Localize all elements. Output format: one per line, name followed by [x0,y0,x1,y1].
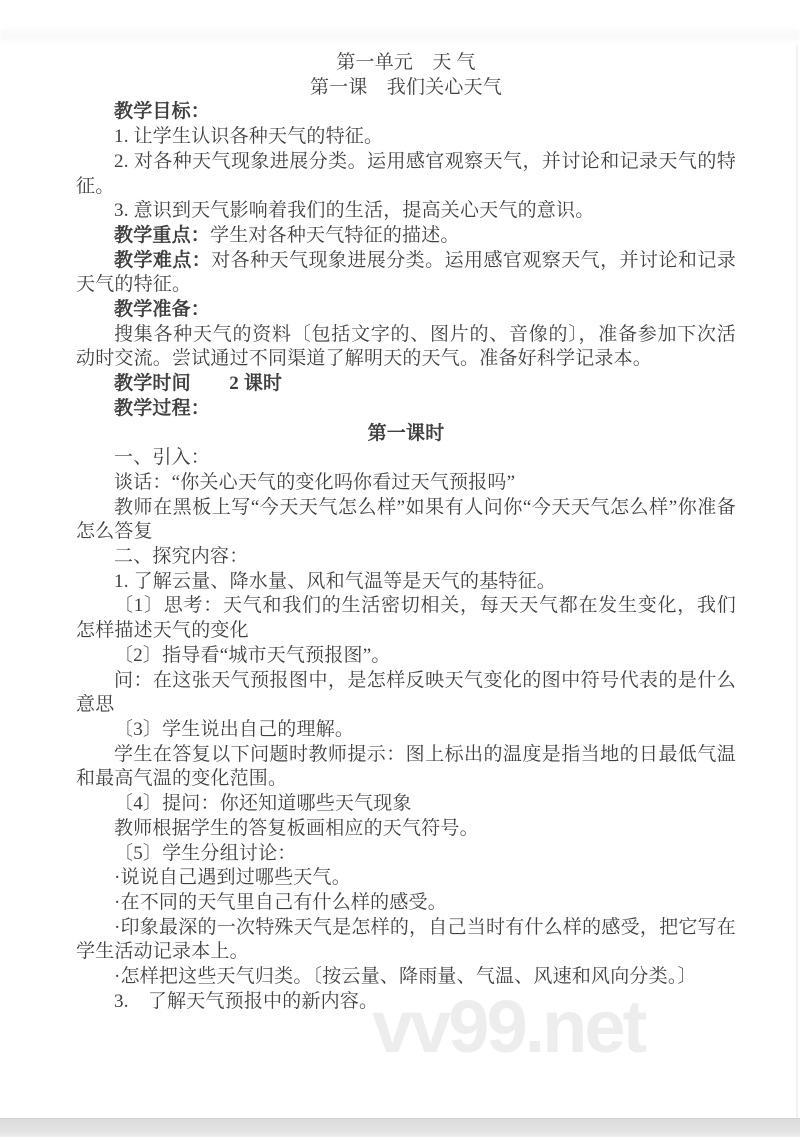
section-explore: 二、探究内容： [114,546,249,568]
heading-teaching-difficulty: 教学难点：对各种天气现象进展分类。运用感官观察天气，并讨论和记录天气的特征。 [76,249,736,296]
session-title: 第一课时 [367,422,445,444]
explore-step-2: 〔2〕指导看“城市天气预报图”。 [114,644,391,666]
page-bottom-bar [0,1118,800,1137]
teacher-hint: 学生在答复以下问题时教师提示：图上标出的温度是指当地的日最低气温和最高气温的变化范围。 [76,743,736,790]
explore-step-3: 〔3〕学生说出自己的理解。 [114,718,355,740]
explore-item-1: 1. 了解云量、降水量、风和气温等是天气的基特征。 [114,570,557,592]
explore-item-3: 3. 了解天气预报中的新内容。 [114,990,379,1012]
bullet-item-1: ·说说自己遇到过哪些天气。 [114,867,351,889]
question-text: 问：在这张天气预报图中，是怎样反映天气变化的图中符号代表的是什么意思 [76,669,736,716]
teacher-draw: 教师根据学生的答复板画相应的天气符号。 [114,817,479,839]
heading-teaching-difficulty-label: 教学难点： [114,249,212,271]
scan-artifact-band [0,30,800,41]
goal-item-1: 1. 让学生认识各种天气的特征。 [114,126,384,148]
bullet-item-3: ·印象最深的一次特殊天气是怎样的，自己当时有什么样的感受，把它写在学生活动记录本上。 [76,916,736,963]
heading-teaching-time: 教学时间 2 课时 [114,373,283,395]
bullet-item-2: ·在不同的天气里自己有什么样的感受。 [114,891,447,913]
explore-step-4: 〔4〕提问：你还知道哪些天气现象 [114,793,412,815]
heading-teaching-focus: 教学重点：学生对各种天气特征的描述。 [114,224,460,246]
goal-item-3: 3. 意识到天气影响着我们的生活，提高关心天气的意识。 [114,200,595,222]
heading-teaching-goals: 教学目标： [114,101,211,123]
explore-step-1: 〔1〕思考：天气和我们的生活密切相关，每天天气都在发生变化，我们怎样描述天气的变化 [76,595,736,642]
document-body [76,51,736,1014]
scan-artifact-edge [796,45,798,1120]
goal-item-2: 2. 对各种天气现象进展分类。运用感官观察天气，并讨论和记录天气的特征。 [76,150,736,197]
bullet-item-4: ·怎样把这些天气归类。〔按云量、降雨量、气温、风速和风向分类。〕 [114,966,697,988]
explore-step-5: 〔5〕学生分组讨论： [114,842,297,864]
intro-teacher: 教师在黑板上写“今天天气怎么样”如果有人问你“今天天气怎么样”你准备怎么答复 [76,496,736,543]
lesson-title: 第一课 我们关心天气 [309,76,502,98]
heading-teaching-process: 教学过程： [114,397,211,419]
intro-talk: 谈话：“你关心天气的变化吗你看过天气预报吗” [114,471,516,493]
heading-teaching-focus-label: 教学重点： [114,224,211,246]
section-intro: 一、引入： [114,447,211,469]
prep-text: 搜集各种天气的资料〔包括文字的、图片的、音像的〕，准备参加下次活动时交流。尝试通过不同渠道了解明天的天气。准备好科学记录本。 [76,323,736,370]
heading-teaching-prep: 教学准备： [114,299,211,321]
watermark: vv99.net [372,985,645,1068]
unit-title: 第一单元 天 气 [336,52,476,73]
